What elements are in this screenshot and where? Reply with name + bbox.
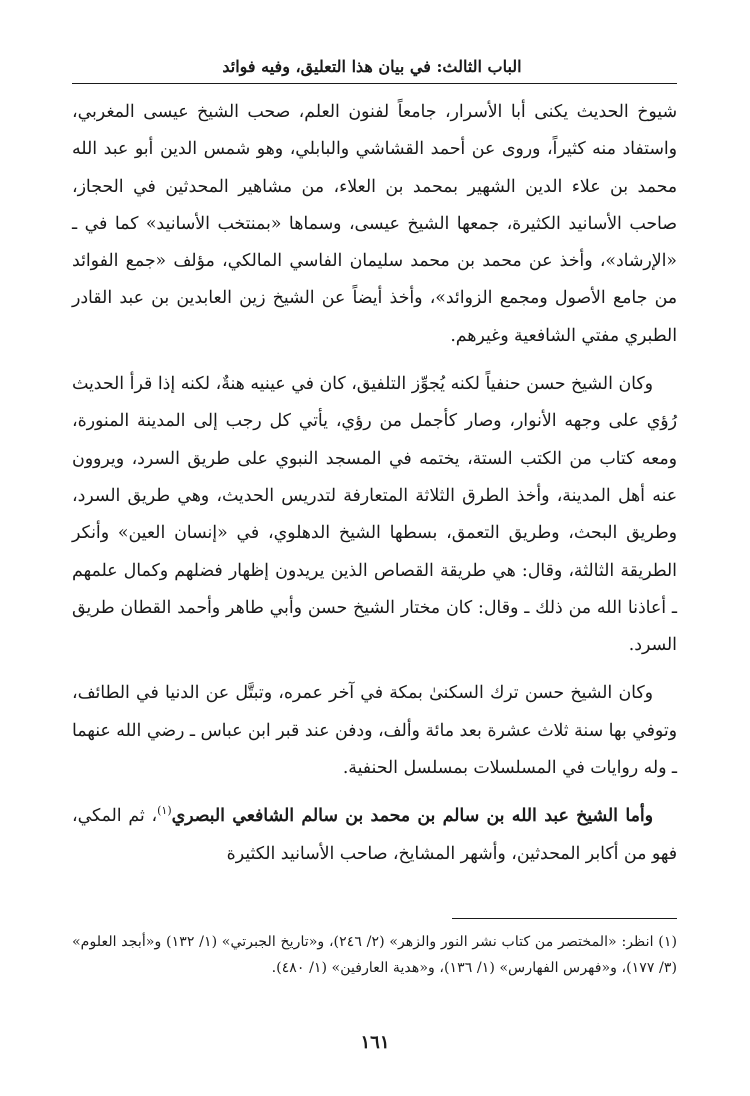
paragraph-3: وكان الشيخ حسن ترك السكنىٰ بمكة في آخر عمره، وتبتَّل عن الدنيا في الطائف، وتوفي بها سنة ثلاث عشرة بعد مائة وألف، ودفن عند قبر ابن عباس ـ رضي الله عنهما ـ وله روايات في المسلسلات بمسلسل الحنفية. <box>72 683 677 779</box>
footnote-reference[interactable]: (١) <box>157 804 172 818</box>
footnote-divider <box>452 918 677 919</box>
paragraph-2: وكان الشيخ حسن حنفياً لكنه يُجوِّز التلفيق، كان في عينيه هنةٌ، لكنه إذا قرأ الحديث رُؤي على وجهه الأنوار، وصار كأجمل من رؤي، يأتي كل رجب إلى المدينة المنورة، ومعه كتاب من الكتب الستة، يختمه في المسجد النبوي على طريق السرد، ويروون عنه أهل المدينة، وأخذ الطرق الثلاثة المتعارفة لتدريس الحديث، وهي طريق السرد، وطريق البحث، وطريق التعمق، بسطها الشيخ الدهلوي، في «إنسان العين» وأنكر الطريقة الثالثة، وقال: هي طريقة القصاص الذين يريدون إظهار فضلهم وكمال علمهم ـ أعاذنا الله من ذلك ـ وقال: كان مختار الشيخ حسن وأبي طاهر وأحمد القطان طريق السرد. <box>72 374 677 656</box>
footnotes <box>72 930 677 981</box>
header-divider <box>72 83 677 84</box>
running-header: الباب الثالث: في بيان هذا التعليق، وفيه فوائد <box>222 57 522 76</box>
paragraph-4 <box>72 798 677 873</box>
paragraph-4-rest: ، ثم المكي، فهو من أكابر المحدثين، وأشهر المشايخ، صاحب الأسانيد الكثيرة <box>72 806 677 864</box>
paragraph-4-bold-lead: وأما الشيخ عبد الله بن سالم بن محمد بن سالم الشافعي البصري <box>171 806 653 827</box>
paragraph-1: شيوخ الحديث يكنى أبا الأسرار، جامعاً لفنون العلم، صحب الشيخ عيسى المغربي، واستفاد منه كثيراً، وروى عن أحمد القشاشي والبابلي، وهو شمس الدين أبو عبد الله محمد بن علاء الدين الشهير بمحمد بن العلاء، من مشاهير المحدثين في الحجاز، صاحب الأسانيد الكثيرة، جمعها الشيخ عيسى، وسماها «بمنتخب الأسانيد» كما في ـ «الإرشاد»، وأخذ عن محمد بن محمد سليمان الفاسي المالكي، مؤلف «جمع الفوائد من جامع الأصول ومجمع الزوائد»، وأخذ أيضاً عن الشيخ زين العابدين بن عبد القادر الطبري مفتي الشافعية وغيرهم. <box>72 102 677 346</box>
footnote-1: (١) انظر: «المختصر من كتاب نشر النور والزهر» (٢/ ٢٤٦)، و«تاريخ الجبرتي» (١/ ١٣٢) و«أبجد العلوم» (٣/ ١٧٧)، و«فهرس الفهارس» (١/ ١٣٦)، و«هدية العارفين» (١/ ٤٨٠). <box>72 934 677 976</box>
page-number: ١٦١ <box>360 1032 390 1053</box>
main-text <box>72 94 677 884</box>
